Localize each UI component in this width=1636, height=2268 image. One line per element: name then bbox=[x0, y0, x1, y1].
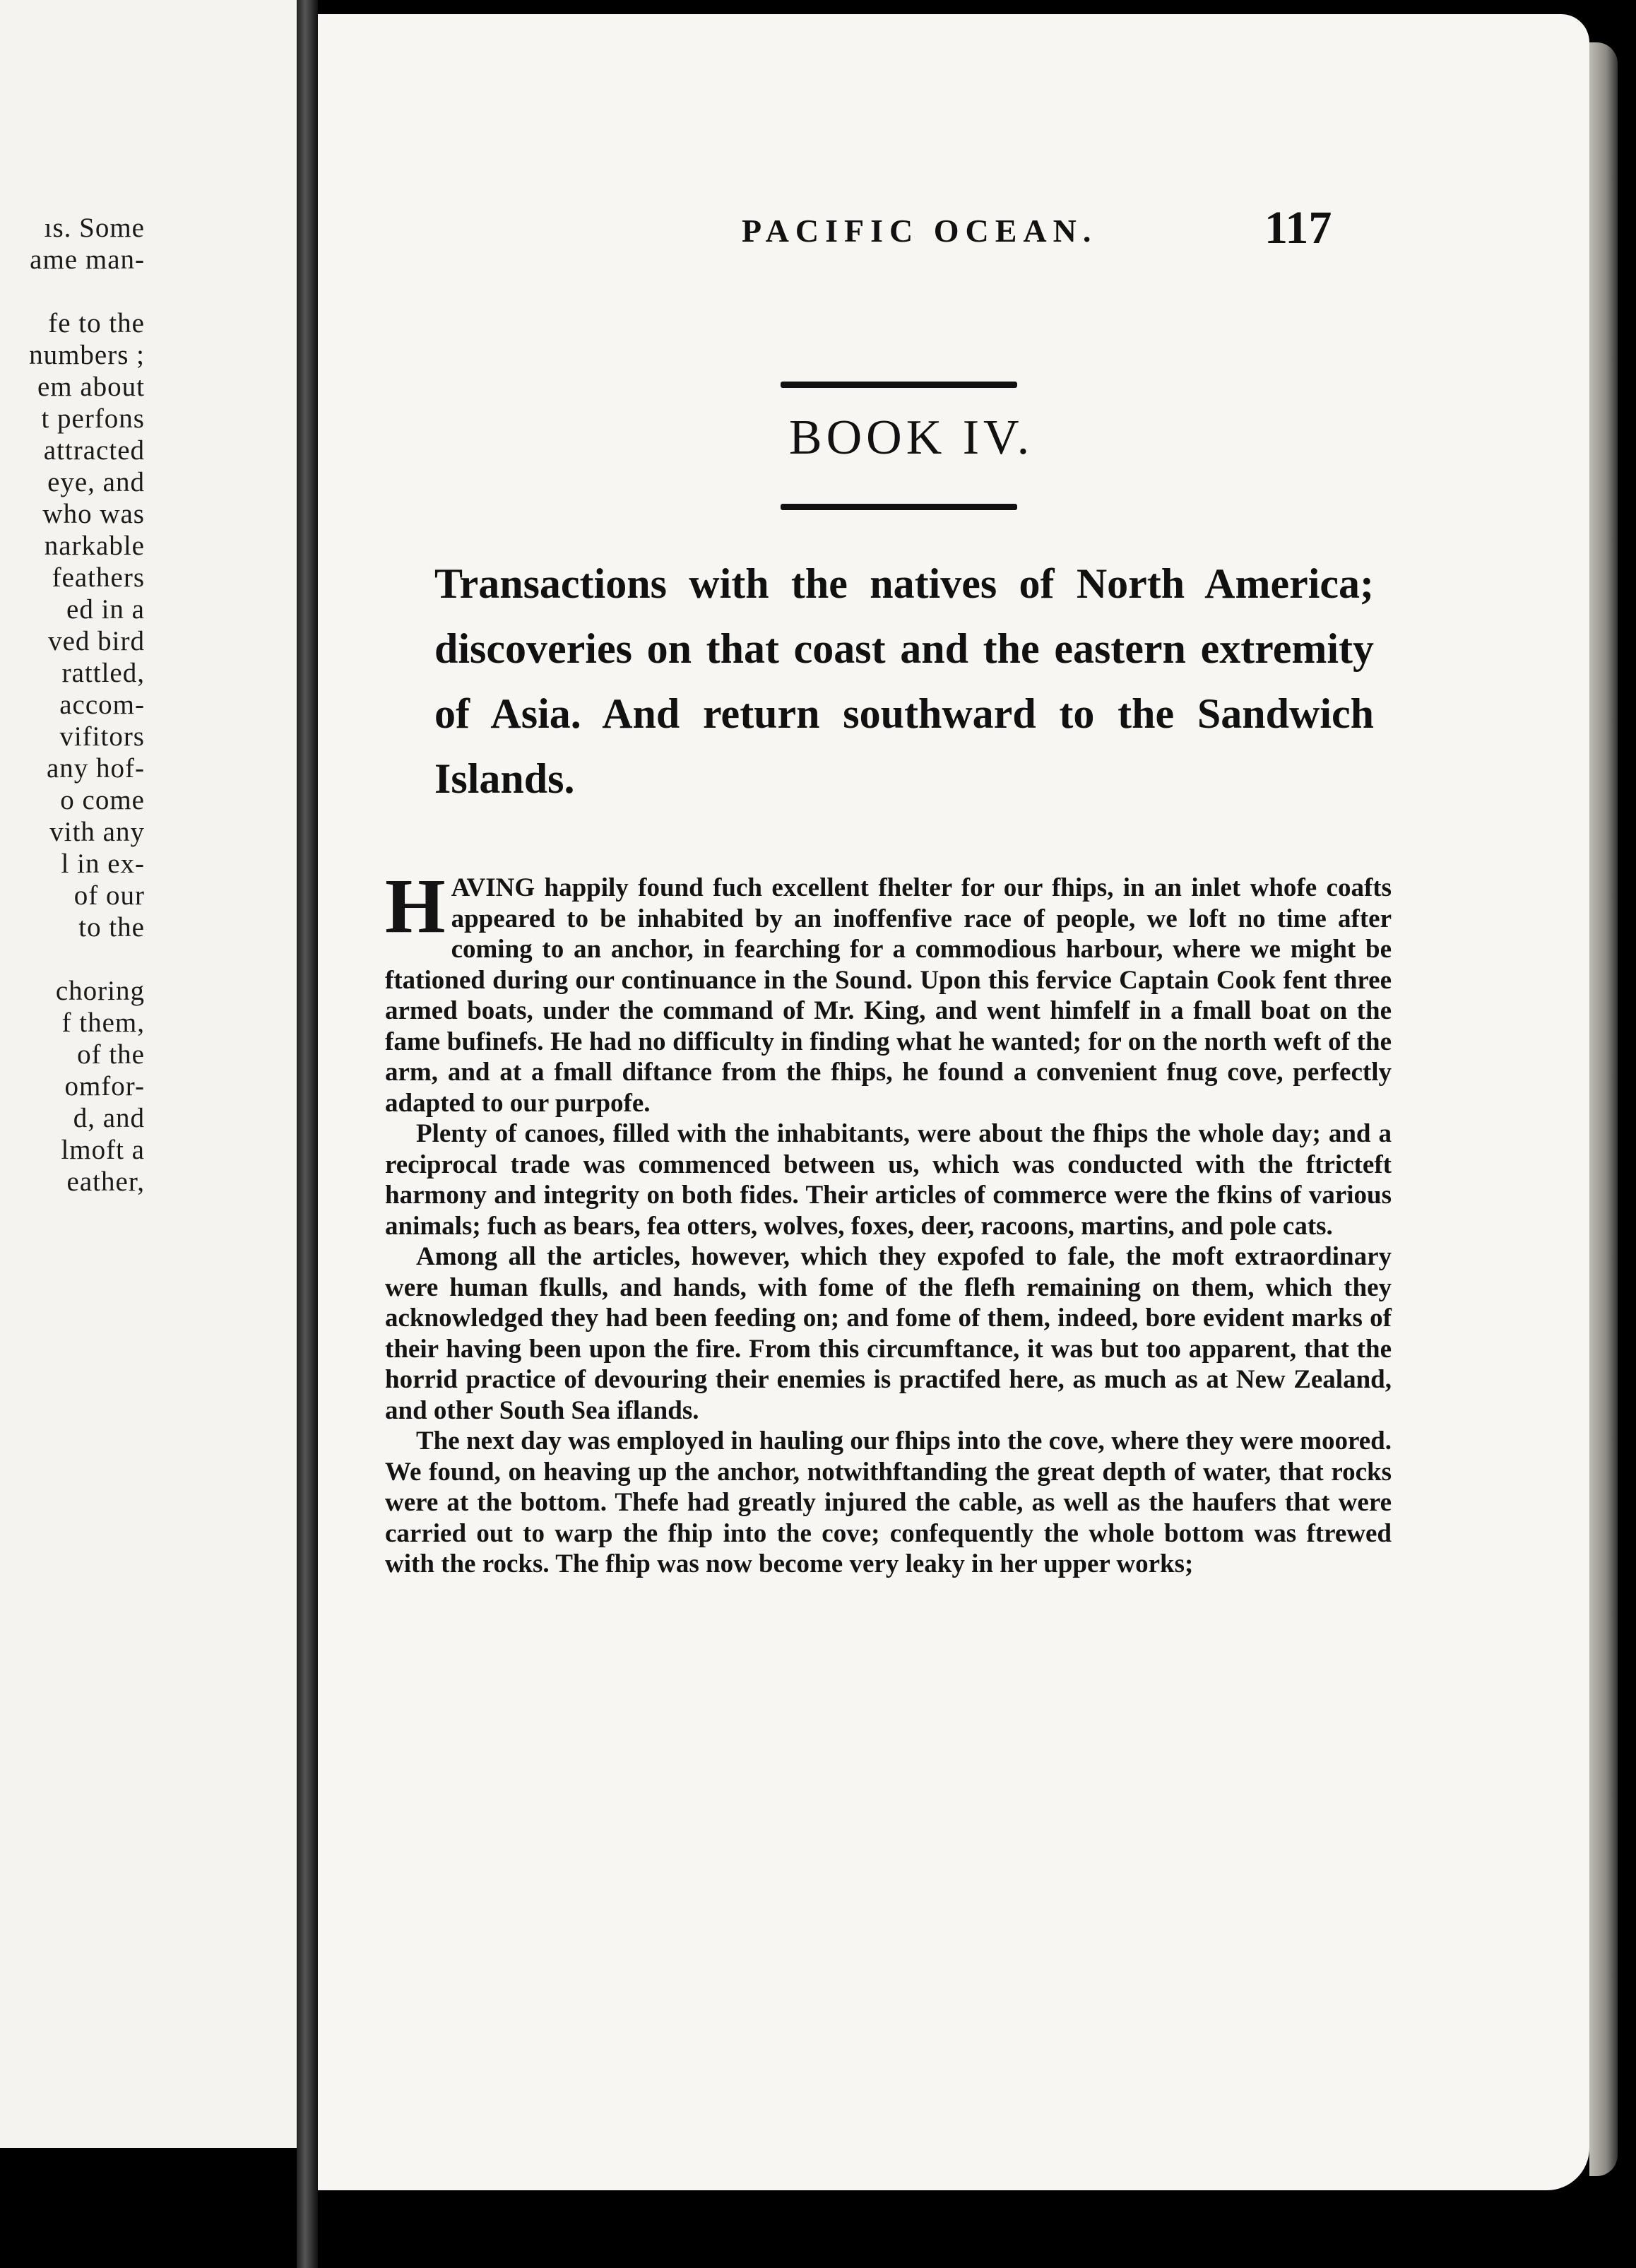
left-page-line: ed in a bbox=[66, 594, 145, 625]
left-page-line: vifitors bbox=[59, 721, 145, 752]
left-page-line: ıs. Some bbox=[44, 213, 145, 243]
left-page-line: o come bbox=[60, 785, 145, 815]
left-page-line: f them, bbox=[61, 1008, 145, 1038]
left-page-line: d, and bbox=[73, 1103, 145, 1133]
book-title: BOOK IV. bbox=[788, 411, 1034, 465]
page-number: 117 bbox=[1264, 202, 1332, 254]
left-page-line: em about bbox=[37, 372, 145, 402]
left-page-line: any hof- bbox=[46, 753, 145, 784]
left-page-line: vith any bbox=[49, 817, 145, 847]
left-facing-page bbox=[0, 0, 297, 2148]
paragraph-3: Among all the articles, however, which they expofed to fale, the moft extraordinary were human fkulls, and hands, with fome of the flefh remaining on them, which they acknowledged they had been feeding on; and fome of them, indeed, bore evident marks of their having been upon the fire. From this circumftance, it was but too apparent, that the horrid practice of devouring their enemies is practifed here, as much as at New Zealand, and other South Sea iflands. bbox=[385, 1242, 1392, 1425]
left-page-line: of the bbox=[77, 1039, 145, 1070]
left-page-line: ame man- bbox=[30, 244, 145, 275]
left-page-line: eye, and bbox=[47, 467, 145, 497]
right-page bbox=[318, 14, 1589, 2190]
left-page-line: ved bird bbox=[48, 626, 145, 656]
left-page-line: choring bbox=[55, 976, 145, 1006]
left-page-line: l in ex- bbox=[61, 849, 145, 879]
paragraph-4: The next day was employed in hauling our fhips into the cove, where they were moored. We found, on heaving up the anchor, notwithftanding the great depth of water, that rocks were at the bottom. Thefe had greatly injured the cable, as well as the haufers that were carried out to warp the fhip into the cove; confequently the whole bottom was ftrewed with the rocks. The fhip was now become very leaky in her upper works; bbox=[385, 1427, 1392, 1578]
left-page-line: attracted bbox=[43, 435, 145, 466]
left-page-line: accom- bbox=[59, 690, 145, 720]
left-page-line: t perfons bbox=[41, 403, 145, 434]
paragraph-1 bbox=[385, 863, 1392, 1118]
page-edge bbox=[1589, 42, 1618, 2176]
left-page-line: eather, bbox=[66, 1167, 145, 1197]
paragraph-2: Plenty of canoes, filled with the inhabitants, were about the fhips the whole day; and a reciprocal trade was commenced between us, which was conducted with the ftricteft harmony and integrity on both fides. Their articles of commerce were the fkins of various animals; fuch as bears, fea otters, wolves, foxes, deer, racoons, martins, and pole cats. bbox=[385, 1119, 1392, 1241]
first-word-rest: AVING bbox=[451, 873, 535, 902]
ornamental-rule-bottom bbox=[781, 504, 1017, 510]
body-text bbox=[385, 863, 1392, 1580]
left-page-line: feathers bbox=[52, 562, 145, 593]
left-page-line: numbers ; bbox=[29, 340, 145, 370]
left-page-line: fe to the bbox=[48, 308, 145, 338]
left-page-line bbox=[0, 943, 145, 975]
left-page-line: of our bbox=[73, 880, 145, 911]
left-page-line: omfor- bbox=[64, 1071, 145, 1101]
drop-cap: H bbox=[385, 863, 446, 949]
left-page-line: narkable bbox=[44, 531, 145, 561]
left-page-line: who was bbox=[42, 499, 145, 529]
chapter-summary: Transactions with the natives of North America; discoveries on that coast and the eastern extremity of Asia. And return southward to the Sandwich Islands. bbox=[434, 560, 1374, 802]
left-page-text-column bbox=[0, 212, 145, 1198]
running-head: PACIFIC OCEAN. bbox=[742, 213, 1098, 249]
left-page-line bbox=[0, 276, 145, 307]
book-gutter bbox=[297, 0, 318, 2268]
left-page-line: lmoft a bbox=[61, 1135, 145, 1165]
left-page-line: rattled, bbox=[61, 658, 145, 688]
left-page-line: to the bbox=[78, 912, 145, 943]
paragraph-1-text: happily found fuch excellent fhelter for our fhips, in an inlet whofe coafts appeared to be inhabited by an inoffenfive race of people, we loft no time after coming to an anchor, in fearching for a commodious harbour, where we might be ftationed during our continuance in the Sound. Upon this fervice Captain Cook fent three armed boats, under the command of Mr. King, and went himfelf in a fmall boat on the fame bufinefs. He had no difficulty in finding what he wanted; for on the north weft of the arm, and at a fmall diftance from the fhips, he found a convenient fnug cove, perfectly adapted to our purpofe. bbox=[385, 873, 1392, 1118]
ornamental-rule-top bbox=[781, 382, 1017, 388]
